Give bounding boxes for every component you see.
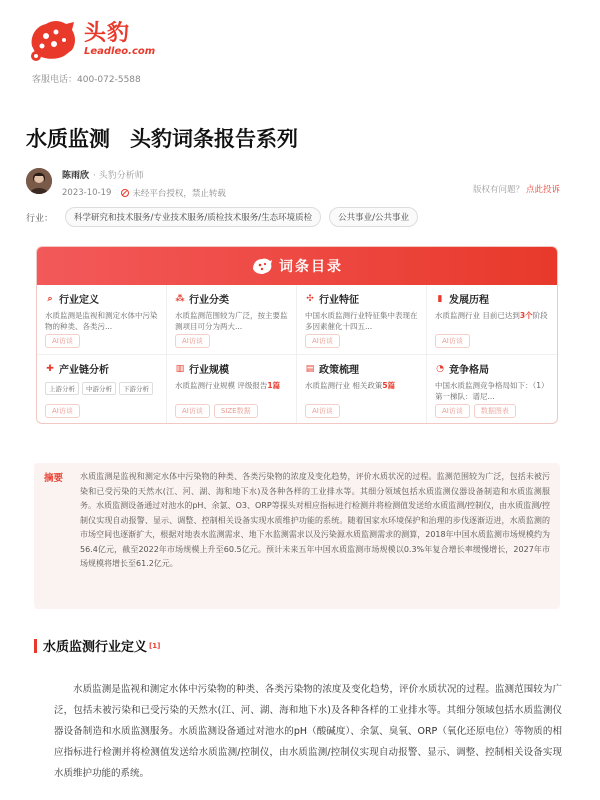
section-heading [34,636,160,655]
pie-icon: ◔ [436,363,444,374]
toc-title: 词条目录 [279,259,343,275]
toc-item-title: 产业链分析 [59,365,109,376]
desc-text: 水质监测行业 目前已达到 [435,311,520,320]
toc-item-title: 政策梳理 [319,365,359,376]
brand-name: 头豹 [84,20,131,46]
author-role: · 头豹分析师 [93,171,144,181]
desc-highlight: 5篇 [382,381,396,390]
chain-icon: ✚ [46,363,54,374]
industry-label: 行业： [26,213,54,224]
industry-tag[interactable]: 科学研究和技术服务/专业技术服务/质检技术服务/生态环境质检 [65,207,321,227]
toc-item-desc [175,380,288,391]
desc-text: 水质监测行业 相关政策 [305,381,383,390]
desc-highlight: 1篇 [267,381,281,390]
ai-interview-button[interactable]: AI访谈 [435,404,470,418]
toc-item-title: 行业定义 [59,295,99,306]
toc-item-title: 行业特征 [319,295,359,306]
toc-item-chain[interactable] [37,355,167,424]
author-name[interactable]: 陈雨欣 [62,171,90,181]
toc-item-features[interactable] [297,285,427,355]
toc-item-desc [435,310,549,321]
cluster-icon: ✣ [306,293,314,304]
industry-row [26,207,426,227]
ai-interview-button[interactable]: AI访谈 [45,404,80,418]
search-icon: ⌕ [47,293,53,304]
avatar-image-icon [26,168,52,194]
ai-interview-button[interactable]: AI访谈 [435,334,470,348]
toc-header [37,247,557,285]
summary-text: 水质监测是监视和测定水体中污染物的种类、各类污染物的浓度及变化趋势，评价水质状况的过程。监测范围较为广泛，包括未被污染和已受污染的天然水(江、河、湖、海和地下水)及各种各样的工业排水等。其细分领域包括水质监测仪器设备制造和水质监测服务。水质监测设备通过对池水的pH、余氯、O3、ORP等探头对相应指标进行检测并将检测值发送给水质监测/控制仪，由水质监测/控制仪实现自动报警、显示、调整、控制相关设备实现水质维护功能的系统。随着国家水环境保护和治理的步伐逐渐迈进，水质监测的市场空间也逐渐扩大，根据对地表水监测需求、地下水监测需求以及污染源水质监测需求的测算，2018年中国水质监测市场规模约为56.4亿元，截至2022年市场规模上升至60.5亿元。预计未来五年中国水质监测市场规模以0.3%年复合增长率缓慢增长，2027年市场规模将增长至61.2亿元。 [80,472,550,568]
toc-item-desc [305,380,418,391]
ai-interview-button[interactable]: AI访谈 [175,404,210,418]
chain-tag-upstream[interactable]: 上游分析 [45,382,79,395]
toc-item-policy[interactable] [297,355,427,424]
summary-box [34,463,560,609]
hierarchy-icon: ⁂ [175,293,185,304]
prohibited-icon [121,189,129,197]
footnote-ref[interactable]: [1] [149,641,161,650]
brand-domain: Leadleo.com [84,45,156,57]
body-paragraph: 水质监测是监视和测定水体中污染物的种类、各类污染物的浓度及变化趋势，评价水质状况的过程。监测范围较为广泛，包括未被污染和已受污染的天然水(江、河、湖、海和地下水)及各种各样的工业排水等。其细分领域包括水质监测仪器设备制造和水质监测服务。水质监测设备通过对池水的pH（酸碱度）、余氯、臭氧、ORP（氧化还原电位）等物质的相应指标进行检测并将检测值发送给水质监测/控制仪，由水质监测/控制仪实现自动报警、显示、调整、控制相关设备实现水质维护功能的系统。 [54,684,562,779]
toc-item-title: 行业规模 [189,365,229,376]
desc-highlight: 3个 [519,311,533,320]
toc-item-history[interactable] [427,285,557,355]
title-main: 水质监测 [26,127,110,151]
policy-icon: ▤ [305,363,315,374]
brand-logo[interactable] [26,16,155,62]
avatar[interactable] [26,168,52,194]
leopard-head-icon [251,257,273,275]
toc-item-definition[interactable] [37,285,167,355]
toc-item-competition[interactable] [427,355,557,424]
ai-interview-button[interactable]: AI访谈 [45,334,80,348]
toc-item-desc: 中国水质监测竞争格局如下：（1）第一梯队：谱尼... [435,381,549,401]
report-link[interactable]: 点此投诉 [525,185,560,195]
scale-chart-icon: ▥ [175,363,185,374]
chain-tag-downstream[interactable]: 下游分析 [119,382,153,395]
toc-item-desc: 水质监测范围较为广泛，按主要监测项目可分为两大... [175,311,288,331]
author-block [26,168,226,199]
ai-interview-button[interactable]: AI访谈 [175,334,210,348]
data-chart-button[interactable]: 数据图表 [474,404,516,418]
ai-interview-button[interactable]: AI访谈 [305,404,340,418]
bar-chart-icon: ▮ [437,293,443,304]
copyright-report [473,183,560,195]
toc-item-title: 竞争格局 [449,365,489,376]
desc-text: 阶段 [532,311,548,320]
section-title: 水质监测行业定义 [43,640,148,655]
section-bar [34,639,37,653]
industry-tag[interactable]: 公共事业/公共事业 [329,207,418,227]
chain-tag-midstream[interactable]: 中游分析 [82,382,116,395]
desc-text: 水质监测行业规模 评级报告 [175,381,268,390]
summary-label: 摘要 [44,473,64,484]
page-title [26,123,298,153]
ai-interview-button[interactable]: AI访谈 [305,334,340,348]
toc-item-title: 行业分类 [189,295,229,306]
toc-item-desc: 中国水质监测行业特征集中表现在多因素催化十四五... [305,311,418,331]
publish-date: 2023-10-19 [62,188,112,198]
toc-item-title: 发展历程 [449,295,489,306]
copyright-notice: 未经平台授权，禁止转载 [132,189,226,199]
toc-item-scale[interactable] [167,355,297,424]
toc-panel [36,246,558,424]
hotline: 客服电话：400-072-5588 [32,75,141,85]
toc-item-desc: 水质监测是监视和测定水体中污染物的种类、各类污... [45,311,158,331]
title-sub: 头豹词条报告系列 [130,127,298,151]
leopard-logo-icon [26,16,80,62]
toc-item-classification[interactable] [167,285,297,355]
size-data-button[interactable]: SIZE数据 [214,404,258,418]
report-question: 版权有问题？ [472,185,524,195]
